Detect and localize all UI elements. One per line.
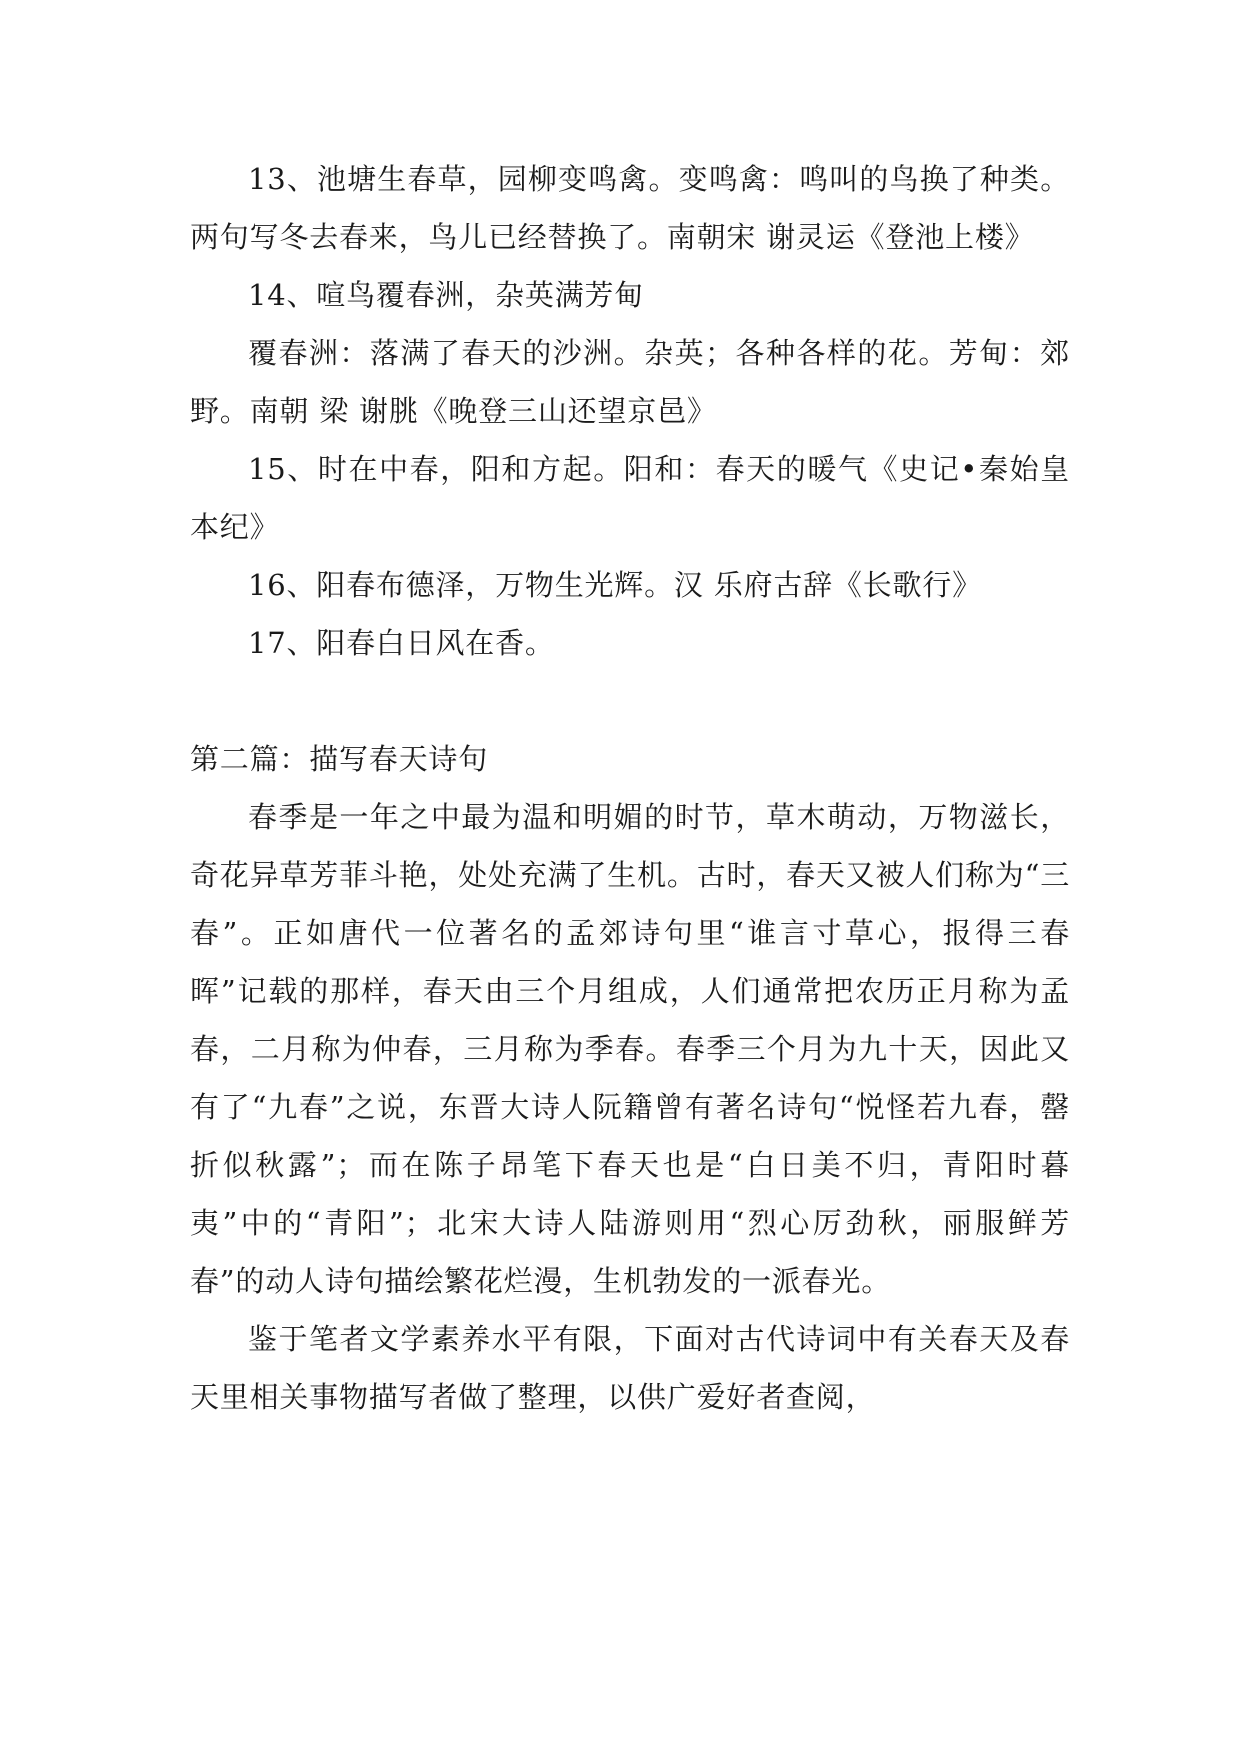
item-14-note: 覆春洲：落满了春天的沙洲。杂英；各种各样的花。芳甸：郊野。南朝 梁 谢朓《晚登三山还望京邑》 — [190, 336, 1070, 428]
item-15: 15、时在中春，阳和方起。阳和：春天的暖气《史记•秦始皇本纪》 — [190, 452, 1070, 544]
closing-paragraph: 鉴于笔者文学素养水平有限，下面对古代诗词中有关春天及春天里相关事物描写者做了整理，以供广爱好者查阅， — [190, 1322, 1070, 1414]
item-14: 14、喧鸟覆春洲，杂英满芳甸 — [248, 278, 645, 312]
intro-paragraph: 春季是一年之中最为温和明媚的时节，草木萌动，万物滋长，奇花异草芳菲斗艳，处处充满了生机。古时，春天又被人们称为“三春”。正如唐代一位著名的孟郊诗句里“谁言寸草心，报得三春晖”记载的那样，春天由三个月组成，人们通常把农历正月称为孟春，二月称为仲春，三月称为季春。春季三个月为九十天，因此又有了“九春”之说，东晋大诗人阮籍曾有著名诗句“悦怪若九春，罄折似秋露”；而在陈子昂笔下春天也是“白日美不归，青阳时暮夷”中的“青阳”；北宋大诗人陆游则用“烈心厉劲秋，丽服鲜芳春”的动人诗句描绘繁花烂漫，生机勃发的一派春光。 — [190, 800, 1070, 1298]
document-body — [190, 150, 1070, 1426]
item-16: 16、阳春布德泽，万物生光辉。汉 乐府古辞《长歌行》 — [248, 568, 982, 602]
section-heading: 第二篇：描写春天诗句 — [190, 742, 489, 776]
section-spacer — [190, 672, 1070, 730]
item-17: 17、阳春白日风在香。 — [248, 626, 555, 660]
item-13: 13、池塘生春草，园柳变鸣禽。变鸣禽：鸣叫的鸟换了种类。两句写冬去春来，鸟儿已经替换了。南朝宋 谢灵运《登池上楼》 — [190, 162, 1070, 254]
